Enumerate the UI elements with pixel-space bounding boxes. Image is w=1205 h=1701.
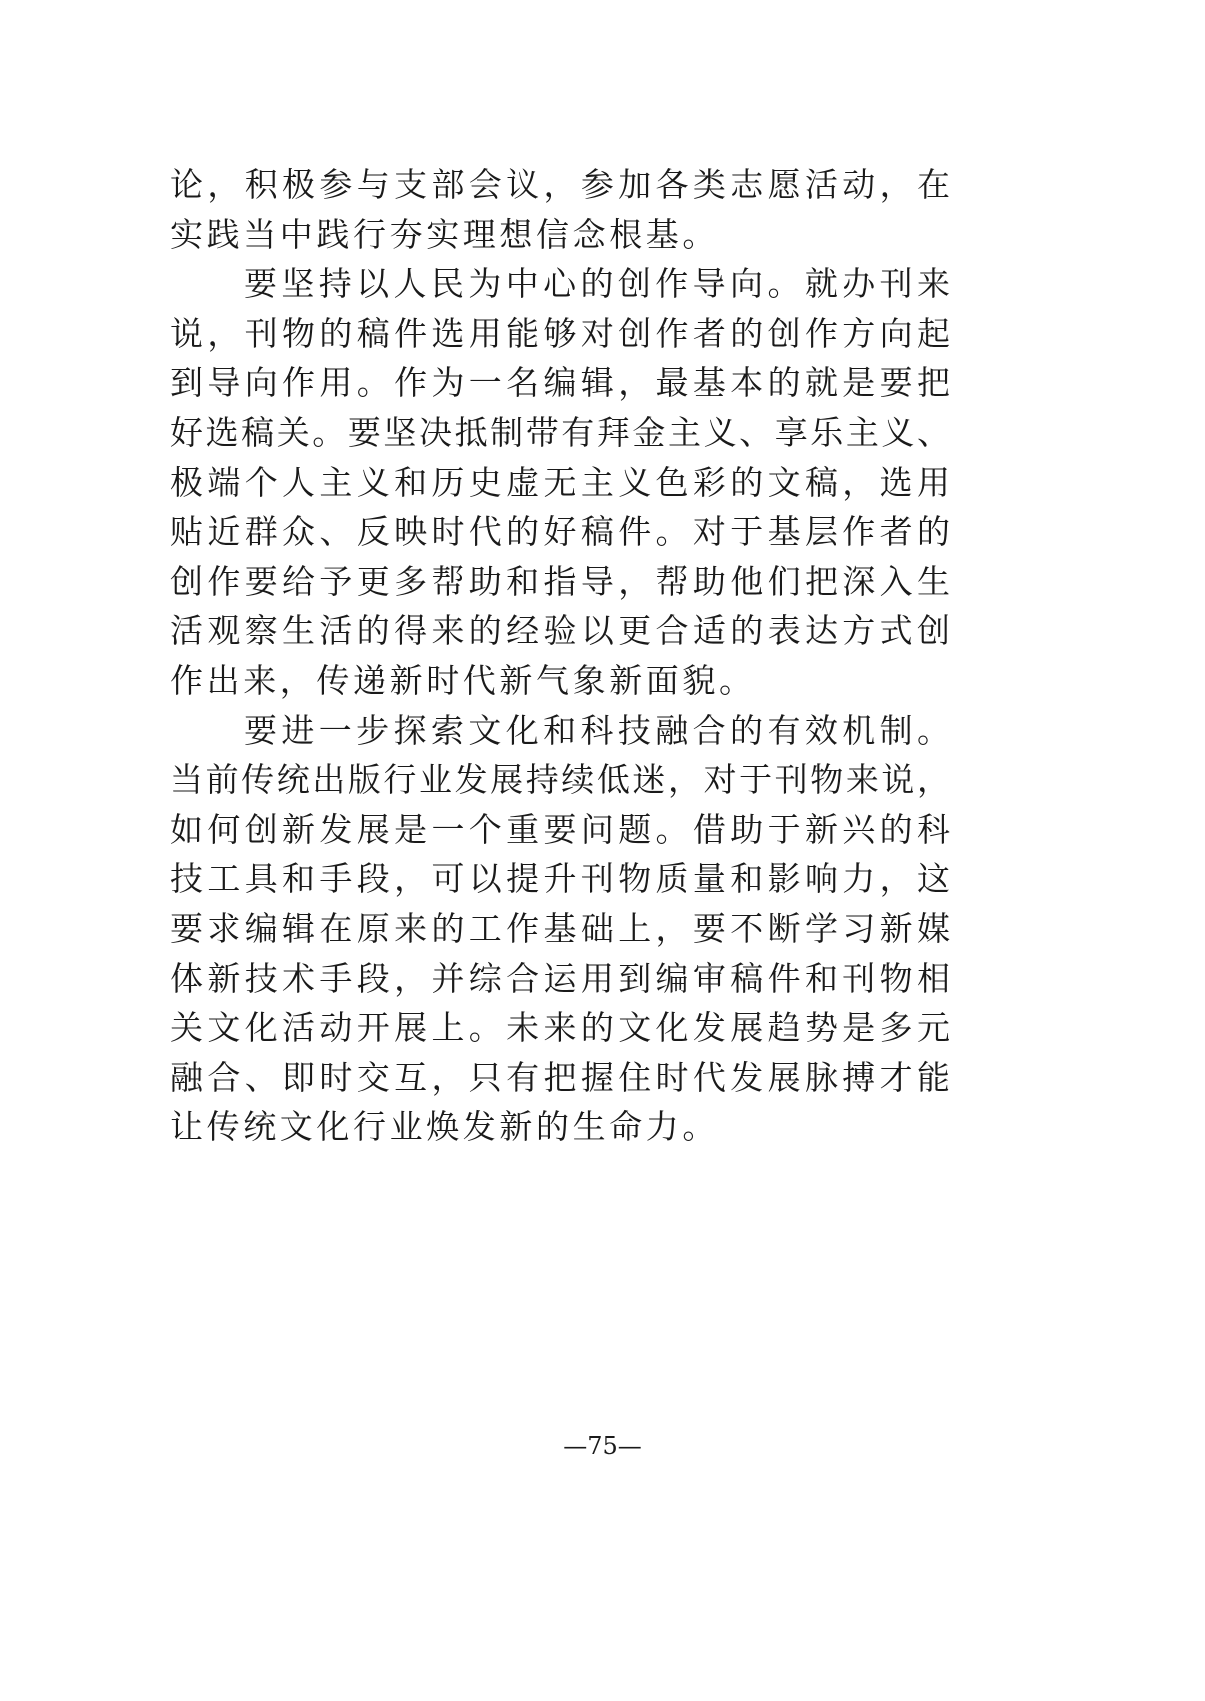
body-text [170,160,950,1152]
text-line: 极端个人主义和历史虚无主义色彩的文稿，选用 [170,462,950,502]
text-line: 作出来，传递新时代新气象新面貌。 [170,660,756,700]
text-line: 贴近群众、反映时代的好稿件。对于基层作者的 [170,512,950,552]
text-line: 实践当中践行夯实理想信念根基。 [170,214,719,254]
paragraph-first-line: 要坚持以人民为中心的创作导向。就办刊来 [244,264,950,304]
text-line: 要求编辑在原来的工作基础上，要不断学习新媒 [170,908,950,948]
text-line: 体新技术手段，并综合运用到编审稿件和刊物相 [170,958,950,998]
text-line: 论，积极参与支部会议，参加各类志愿活动，在 [170,165,950,204]
text-line: 技工具和手段，可以提升刊物质量和影响力，这 [170,859,950,899]
text-line: 活观察生活的得来的经验以更合适的表达方式创 [170,611,950,651]
text-line: 让传统文化行业焕发新的生命力。 [170,1107,719,1147]
text-line: 到导向作用。作为一名编辑，最基本的就是要把 [170,363,950,403]
paragraph-first-line: 要进一步探索文化和科技融合的有效机制。 [244,710,950,750]
text-line: 当前传统出版行业发展持续低迷，对于刊物来说， [170,760,950,800]
text-line: 说，刊物的稿件选用能够对创作者的创作方向起 [170,313,950,353]
text-line: 融合、即时交互，只有把握住时代发展脉搏才能 [170,1057,950,1097]
text-line: 如何创新发展是一个重要问题。借助于新兴的科 [170,809,950,849]
page-number: —75— [563,1432,642,1460]
text-line: 创作要给予更多帮助和指导，帮助他们把深入生 [170,561,950,601]
text-line: 好选稿关。要坚决抵制带有拜金主义、享乐主义、 [170,412,950,452]
text-line: 关文化活动开展上。未来的文化发展趋势是多元 [170,1008,950,1048]
